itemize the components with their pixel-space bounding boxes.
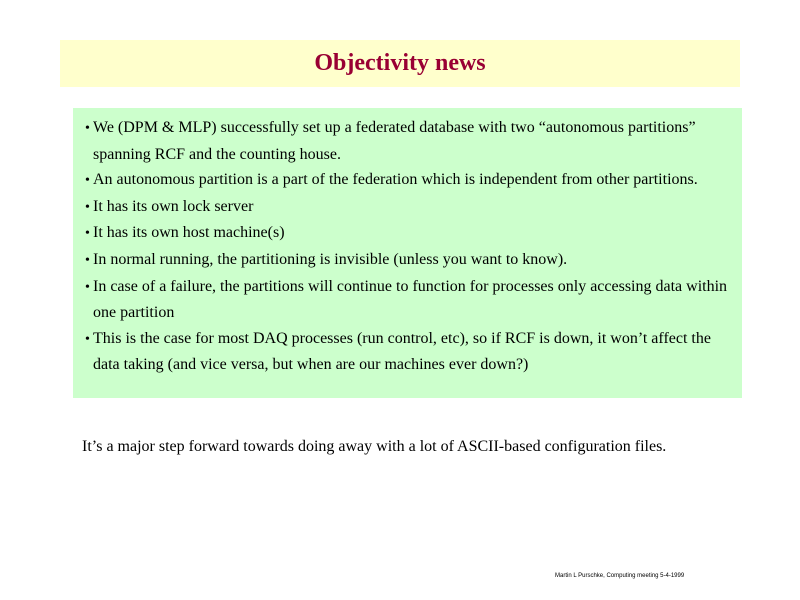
bullet-icon: • (85, 121, 90, 136)
bullet-text: It has its own lock server (93, 197, 254, 215)
bullet-text: This is the case for most DAQ processes (run control, etc), so if RCF is down, it won’t affect the data taking (and vice versa, but when are our machines ever down?) (93, 329, 711, 374)
bullet-text: We (DPM & MLP) successfully set up a federated database with two “autonomous partitions” spanning RCF and the counting house. (93, 119, 696, 163)
title-banner (60, 40, 740, 87)
bullet-icon: • (85, 331, 90, 347)
bullet-item (85, 274, 732, 326)
bullet-item (85, 220, 732, 247)
bullet-list (85, 115, 732, 378)
bullet-icon: • (85, 279, 90, 295)
slide-title: Objectivity news (314, 50, 486, 76)
bullet-box (73, 108, 742, 398)
bullet-item (85, 115, 732, 167)
bullet-icon: • (85, 199, 90, 215)
summary-note: It’s a major step forward towards doing away with a lot of ASCII-based configuration files. (82, 438, 667, 455)
bullet-item (85, 326, 732, 378)
bullet-text: It has its own host machine(s) (93, 224, 285, 242)
bullet-item (85, 167, 732, 194)
bullet-text: In normal running, the partitioning is invisible (unless you want to know). (93, 250, 568, 268)
footer-credit: Martin L Purschke, Computing meeting 5-4-1999 (555, 573, 685, 579)
bullet-item (85, 194, 732, 221)
bullet-icon: • (85, 173, 90, 189)
bullet-text: In case of a failure, the partitions will continue to function for processes only accessing data within one partition (93, 277, 728, 322)
bullet-item (85, 247, 732, 274)
bullet-icon: • (85, 252, 90, 268)
bullet-icon: • (85, 226, 90, 242)
bullet-text: An autonomous partition is a part of the federation which is independent from other partitions. (93, 171, 698, 189)
